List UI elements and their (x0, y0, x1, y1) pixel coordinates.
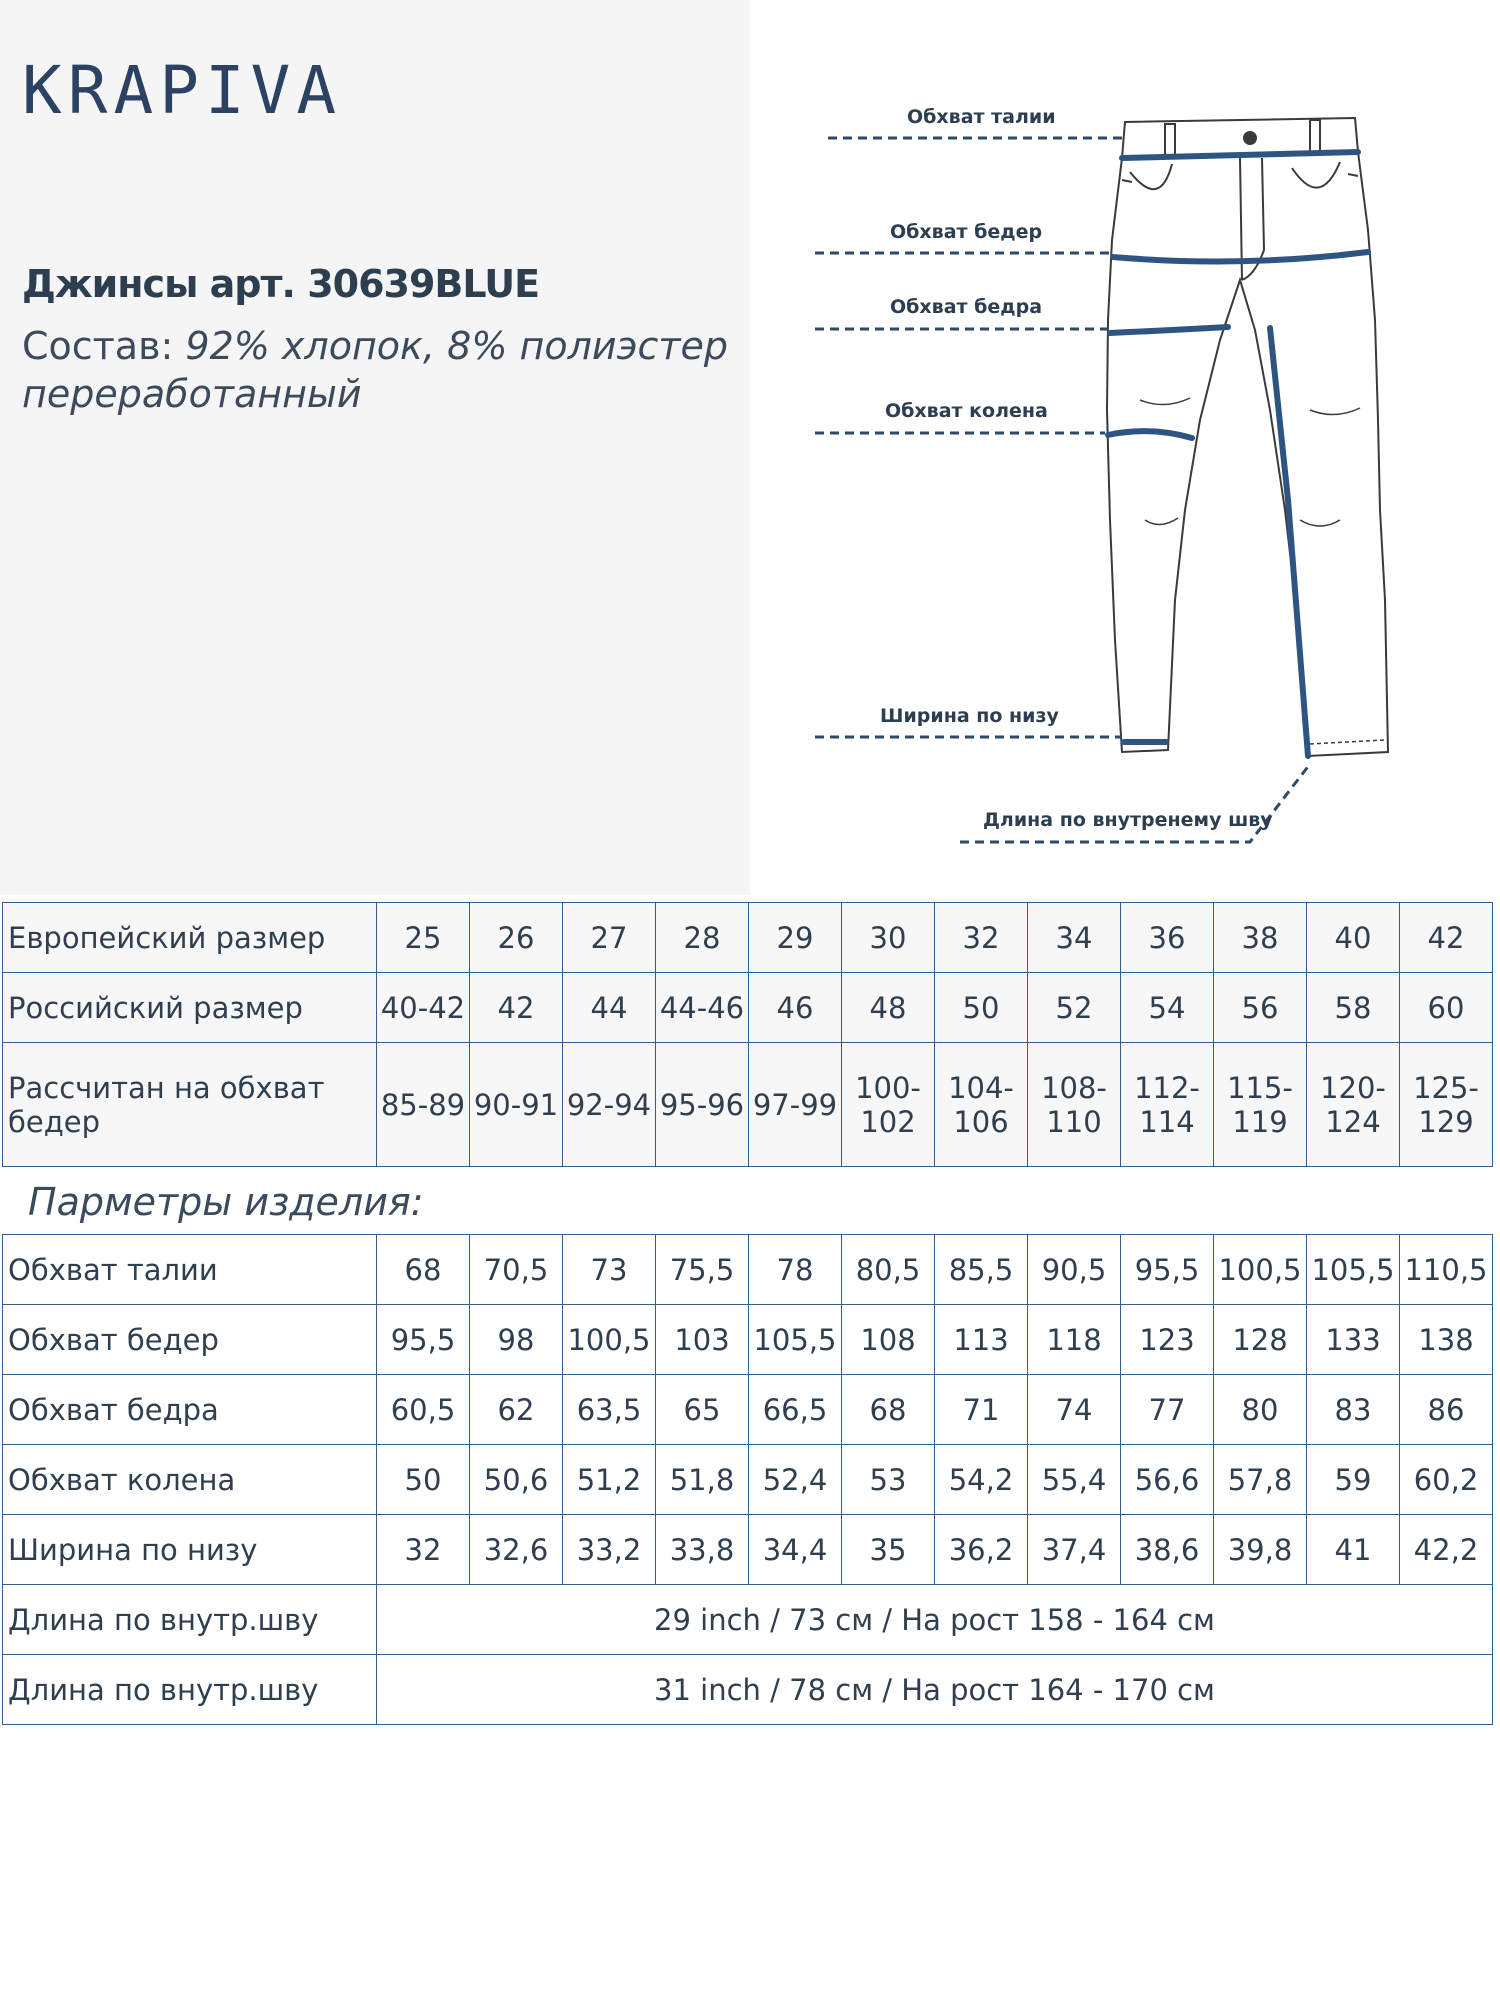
row-label: Длина по внутр.шву (3, 1655, 377, 1725)
row-label: Ширина по низу (3, 1515, 377, 1585)
table-cell: 50 (935, 973, 1028, 1043)
table-cell: 78 (749, 1235, 842, 1305)
table-cell: 33,2 (563, 1515, 656, 1585)
table-cell: 32 (377, 1515, 470, 1585)
composition-value: 92% хлопок, 8% полиэстер переработанный (22, 324, 728, 416)
table-cell: 60 (1400, 973, 1493, 1043)
table-cell: 33,8 (656, 1515, 749, 1585)
table-row (3, 1235, 1493, 1305)
table-cell: 118 (1028, 1305, 1121, 1375)
table-cell: 44 (563, 973, 656, 1043)
label-hips: Обхват бедер (890, 221, 1043, 243)
table-cell: 85,5 (935, 1235, 1028, 1305)
table-cell: 42 (1400, 903, 1493, 973)
table-cell: 32 (935, 903, 1028, 973)
params-table-body (3, 1235, 1493, 1725)
table-cell: 60,2 (1400, 1445, 1493, 1515)
row-label: Длина по внутр.шву (3, 1585, 377, 1655)
table-cell: 25 (377, 903, 470, 973)
table-cell: 54 (1121, 973, 1214, 1043)
row-label: Обхват колена (3, 1445, 377, 1515)
table-cell: 86 (1400, 1375, 1493, 1445)
table-cell: 27 (563, 903, 656, 973)
table-cell: 50 (377, 1445, 470, 1515)
table-cell: 38 (1214, 903, 1307, 973)
table-cell: 40-42 (377, 973, 470, 1043)
table-cell: 62 (470, 1375, 563, 1445)
size-table-body (3, 903, 1493, 1167)
table-cell: 42 (470, 973, 563, 1043)
table-cell: 73 (563, 1235, 656, 1305)
table-cell: 51,2 (563, 1445, 656, 1515)
table-cell: 53 (842, 1445, 935, 1515)
label-hem: Ширина по низу (880, 705, 1059, 727)
inseam-value: 29 inch / 73 см / На рост 158 - 164 см (377, 1585, 1493, 1655)
table-row (3, 1043, 1493, 1167)
table-cell: 48 (842, 973, 935, 1043)
table-cell: 44-46 (656, 973, 749, 1043)
table-cell: 97-99 (749, 1043, 842, 1167)
table-cell: 112- 114 (1121, 1043, 1214, 1167)
table-cell: 35 (842, 1515, 935, 1585)
table-row (3, 1515, 1493, 1585)
table-cell: 95,5 (1121, 1235, 1214, 1305)
inseam-value: 31 inch / 78 см / На рост 164 - 170 см (377, 1655, 1493, 1725)
table-row (3, 1585, 1493, 1655)
table-cell: 98 (470, 1305, 563, 1375)
brand-logo: KRAPIVA (22, 52, 343, 129)
table-cell: 103 (656, 1305, 749, 1375)
table-cell: 85-89 (377, 1043, 470, 1167)
table-cell: 52 (1028, 973, 1121, 1043)
table-cell: 83 (1307, 1375, 1400, 1445)
table-cell: 57,8 (1214, 1445, 1307, 1515)
table-cell: 108 (842, 1305, 935, 1375)
table-cell: 32,6 (470, 1515, 563, 1585)
table-cell: 71 (935, 1375, 1028, 1445)
table-cell: 113 (935, 1305, 1028, 1375)
table-cell: 66,5 (749, 1375, 842, 1445)
table-cell: 95,5 (377, 1305, 470, 1375)
table-cell: 37,4 (1028, 1515, 1121, 1585)
row-label: Обхват бедра (3, 1375, 377, 1445)
composition (22, 322, 742, 418)
table-cell: 80,5 (842, 1235, 935, 1305)
table-cell: 59 (1307, 1445, 1400, 1515)
table-cell: 50,6 (470, 1445, 563, 1515)
row-label: Российский размер (3, 973, 377, 1043)
table-cell: 95-96 (656, 1043, 749, 1167)
table-row (3, 973, 1493, 1043)
table-cell: 52,4 (749, 1445, 842, 1515)
table-cell: 60,5 (377, 1375, 470, 1445)
table-cell: 105,5 (749, 1305, 842, 1375)
table-cell: 110,5 (1400, 1235, 1493, 1305)
table-cell: 46 (749, 973, 842, 1043)
table-cell: 63,5 (563, 1375, 656, 1445)
table-cell: 74 (1028, 1375, 1121, 1445)
table-cell: 125- 129 (1400, 1043, 1493, 1167)
row-label: Европейский размер (3, 903, 377, 973)
table-row (3, 903, 1493, 973)
table-cell: 90-91 (470, 1043, 563, 1167)
table-cell: 40 (1307, 903, 1400, 973)
table-cell: 138 (1400, 1305, 1493, 1375)
table-row (3, 1655, 1493, 1725)
table-cell: 55,4 (1028, 1445, 1121, 1515)
table-cell: 29 (749, 903, 842, 973)
table-cell: 34 (1028, 903, 1121, 973)
table-cell: 34,4 (749, 1515, 842, 1585)
table-cell: 77 (1121, 1375, 1214, 1445)
table-cell: 28 (656, 903, 749, 973)
composition-label: Состав: (22, 324, 174, 368)
table-cell: 30 (842, 903, 935, 973)
table-cell: 105,5 (1307, 1235, 1400, 1305)
table-cell: 80 (1214, 1375, 1307, 1445)
jeans-measurement-diagram (780, 80, 1500, 880)
table-cell: 39,8 (1214, 1515, 1307, 1585)
table-cell: 120- 124 (1307, 1043, 1400, 1167)
table-cell: 65 (656, 1375, 749, 1445)
table-cell: 115- 119 (1214, 1043, 1307, 1167)
row-label: Обхват талии (3, 1235, 377, 1305)
table-cell: 58 (1307, 973, 1400, 1043)
jeans-outline-icon (1107, 118, 1388, 756)
params-table (2, 1234, 1493, 1725)
table-cell: 100,5 (563, 1305, 656, 1375)
table-cell: 36 (1121, 903, 1214, 973)
table-row (3, 1305, 1493, 1375)
size-table (2, 902, 1493, 1167)
table-cell: 123 (1121, 1305, 1214, 1375)
table-cell: 104- 106 (935, 1043, 1028, 1167)
table-cell: 26 (470, 903, 563, 973)
table-cell: 68 (842, 1375, 935, 1445)
table-cell: 133 (1307, 1305, 1400, 1375)
table-cell: 75,5 (656, 1235, 749, 1305)
table-cell: 108- 110 (1028, 1043, 1121, 1167)
label-knee: Обхват колена (885, 400, 1048, 422)
label-waist: Обхват талии (907, 106, 1056, 128)
params-caption: Парметры изделия: (28, 1180, 424, 1224)
label-thigh: Обхват бедра (890, 296, 1043, 318)
table-cell: 128 (1214, 1305, 1307, 1375)
table-cell: 100- 102 (842, 1043, 935, 1167)
table-cell: 54,2 (935, 1445, 1028, 1515)
row-label: Рассчитан на обхват бедер (3, 1043, 377, 1167)
table-cell: 42,2 (1400, 1515, 1493, 1585)
table-cell: 41 (1307, 1515, 1400, 1585)
label-inseam: Длина по внутренему шву (983, 809, 1273, 831)
row-label: Обхват бедер (3, 1305, 377, 1375)
table-cell: 90,5 (1028, 1235, 1121, 1305)
table-cell: 38,6 (1121, 1515, 1214, 1585)
table-cell: 100,5 (1214, 1235, 1307, 1305)
product-title: Джинсы арт. 30639BLUE (22, 262, 540, 306)
table-cell: 56 (1214, 973, 1307, 1043)
table-cell: 68 (377, 1235, 470, 1305)
header-panel (0, 0, 750, 895)
table-cell: 92-94 (563, 1043, 656, 1167)
table-cell: 56,6 (1121, 1445, 1214, 1515)
table-row (3, 1445, 1493, 1515)
table-cell: 36,2 (935, 1515, 1028, 1585)
table-cell: 51,8 (656, 1445, 749, 1515)
table-cell: 70,5 (470, 1235, 563, 1305)
table-row (3, 1375, 1493, 1445)
